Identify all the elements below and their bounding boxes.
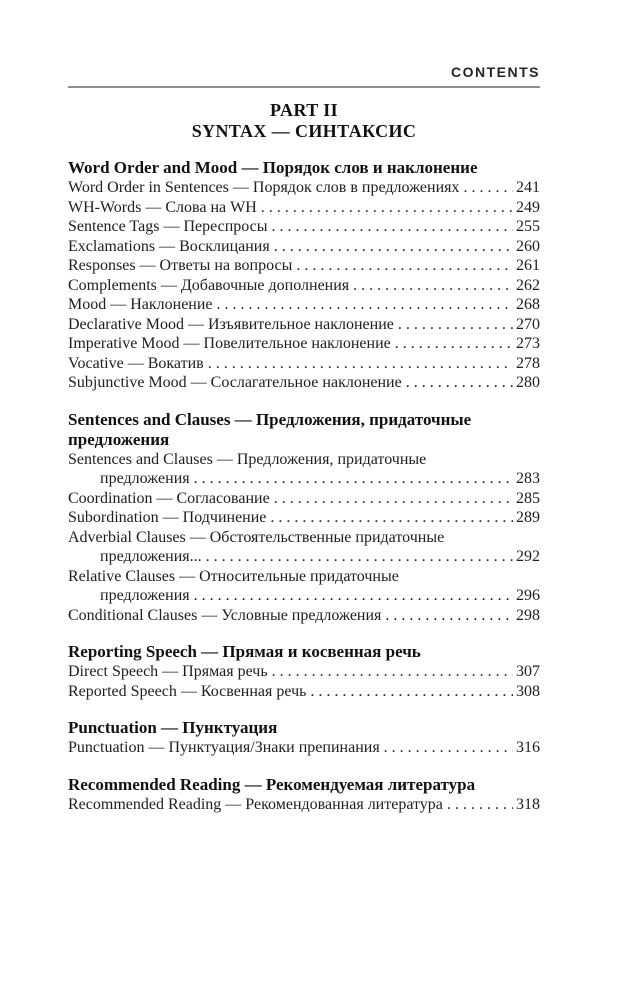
page-number: 270 — [516, 315, 540, 333]
page-number: 283 — [516, 470, 540, 487]
dot-leader — [447, 795, 513, 815]
dot-leader — [272, 217, 513, 237]
page-number: 289 — [516, 509, 540, 526]
running-header: CONTENTS — [68, 64, 540, 88]
dot-leader — [270, 508, 513, 528]
toc-entry — [68, 315, 540, 335]
entry-label: Punctuation — Пунктуация/Знаки препинания — [68, 739, 380, 756]
entry-label: Reported Speech — Косвенная речь — [68, 682, 307, 700]
entry-continuation-line — [68, 547, 540, 567]
dot-leader — [217, 295, 513, 315]
toc-entry — [68, 567, 540, 606]
section-heading: Recommended Reading — Рекомендуемая литература — [68, 774, 476, 794]
page-number: 260 — [516, 237, 540, 255]
page-number: 249 — [516, 198, 540, 216]
entry-label: Mood — Наклонение — [68, 296, 213, 313]
section-heading: Reporting Speech — Прямая и косвенная речь — [68, 642, 421, 661]
part-subtitle: SYNTAX — СИНТАКСИС — [191, 121, 417, 141]
page-number: 318 — [516, 795, 540, 813]
page-number: 292 — [516, 548, 540, 565]
entry-continuation: предложения — [100, 587, 190, 604]
page-number: 308 — [516, 682, 540, 700]
page-number: 298 — [516, 606, 540, 624]
toc-entry — [68, 450, 540, 489]
toc-entry — [68, 334, 540, 354]
dot-leader — [274, 489, 513, 509]
page-number: 296 — [516, 587, 540, 604]
section-heading: Punctuation — Пунктуация — [68, 718, 278, 737]
entry-label: Vocative — Вокатив — [68, 354, 204, 372]
entry-continuation-line — [68, 586, 540, 606]
entry-label: Subordination — Подчинение — [68, 509, 267, 526]
part-title: PART II — [269, 100, 338, 120]
page-number: 255 — [516, 218, 540, 235]
dot-leader — [398, 315, 513, 335]
entry-label: Word Order in Sentences — Порядок слов в предложениях — [68, 179, 460, 196]
dot-leader — [353, 276, 513, 296]
page-number: 262 — [516, 276, 540, 294]
entry-continuation-line — [68, 469, 540, 489]
toc-entry — [68, 276, 540, 296]
toc-entry — [68, 237, 540, 257]
toc-entry — [68, 198, 540, 218]
page-number: 268 — [516, 296, 540, 313]
entry-label: Complements — Добавочные дополнения — [68, 276, 350, 294]
page-number: 241 — [516, 179, 540, 196]
dot-leader — [296, 256, 513, 276]
toc-entry — [68, 295, 540, 315]
dot-leader — [194, 586, 513, 606]
page-number: 280 — [516, 374, 540, 391]
entry-label: Relative Clauses — Относительные придаточные — [68, 567, 399, 585]
toc-section — [68, 158, 540, 393]
toc-section — [68, 642, 540, 701]
toc-section — [68, 718, 540, 758]
entry-label: Sentences and Clauses — Предложения, придаточные — [68, 450, 427, 468]
toc-entry — [68, 738, 540, 758]
toc-entry — [68, 178, 540, 198]
toc-entry — [68, 373, 540, 393]
dot-leader — [274, 237, 513, 257]
entry-continuation: предложения — [100, 470, 190, 487]
toc-entry — [68, 508, 540, 528]
toc-section — [68, 410, 540, 626]
dot-leader — [385, 606, 513, 626]
entry-label: Adverbial Clauses — Обстоятельственные придаточные — [68, 528, 445, 546]
dot-leader — [194, 469, 513, 489]
page-number: 261 — [516, 257, 540, 274]
dot-leader — [310, 682, 513, 702]
toc-entry — [68, 489, 540, 509]
table-of-contents — [68, 158, 540, 814]
dot-leader — [261, 198, 513, 218]
entry-label: Direct Speech — Прямая речь — [68, 663, 268, 680]
toc-entry — [68, 682, 540, 702]
toc-entry — [68, 354, 540, 374]
dot-leader — [406, 373, 513, 393]
toc-entry — [68, 795, 540, 815]
toc-entry — [68, 662, 540, 682]
entry-continuation: предложения... — [100, 548, 202, 565]
toc-section — [68, 775, 540, 815]
section-heading: Word Order and Mood — Порядок слов и наклонение — [68, 158, 478, 177]
section-heading: Sentences and Clauses — Предложения, придаточные предложения — [68, 409, 472, 449]
dot-leader — [395, 334, 513, 354]
entry-label: Coordination — Согласование — [68, 489, 270, 507]
toc-entry — [68, 606, 540, 626]
entry-label: WH-Words — Слова на WH — [68, 198, 257, 216]
dot-leader — [208, 354, 513, 374]
dot-leader — [464, 178, 513, 198]
entry-label: Conditional Clauses — Условные предложения — [68, 606, 382, 624]
toc-entry — [68, 256, 540, 276]
entry-label: Recommended Reading — Рекомендованная литература — [68, 795, 443, 813]
entry-label: Declarative Mood — Изъявительное наклонение — [68, 315, 394, 333]
page-number: 278 — [516, 354, 540, 372]
entry-label: Sentence Tags — Переспросы — [68, 218, 268, 235]
dot-leader — [206, 547, 513, 567]
dot-leader — [384, 738, 513, 758]
entry-label: Responses — Ответы на вопросы — [68, 257, 293, 274]
page-number: 307 — [516, 663, 540, 680]
entry-label: Subjunctive Mood — Сослагательное наклонение — [68, 374, 402, 391]
entry-label: Exclamations — Восклицания — [68, 237, 270, 255]
page-number: 316 — [516, 739, 540, 756]
page-number: 273 — [516, 335, 540, 352]
entry-label: Imperative Mood — Повелительное наклонение — [68, 335, 391, 352]
toc-entry — [68, 217, 540, 237]
page-number: 285 — [516, 489, 540, 507]
dot-leader — [272, 662, 513, 682]
toc-entry — [68, 528, 540, 567]
